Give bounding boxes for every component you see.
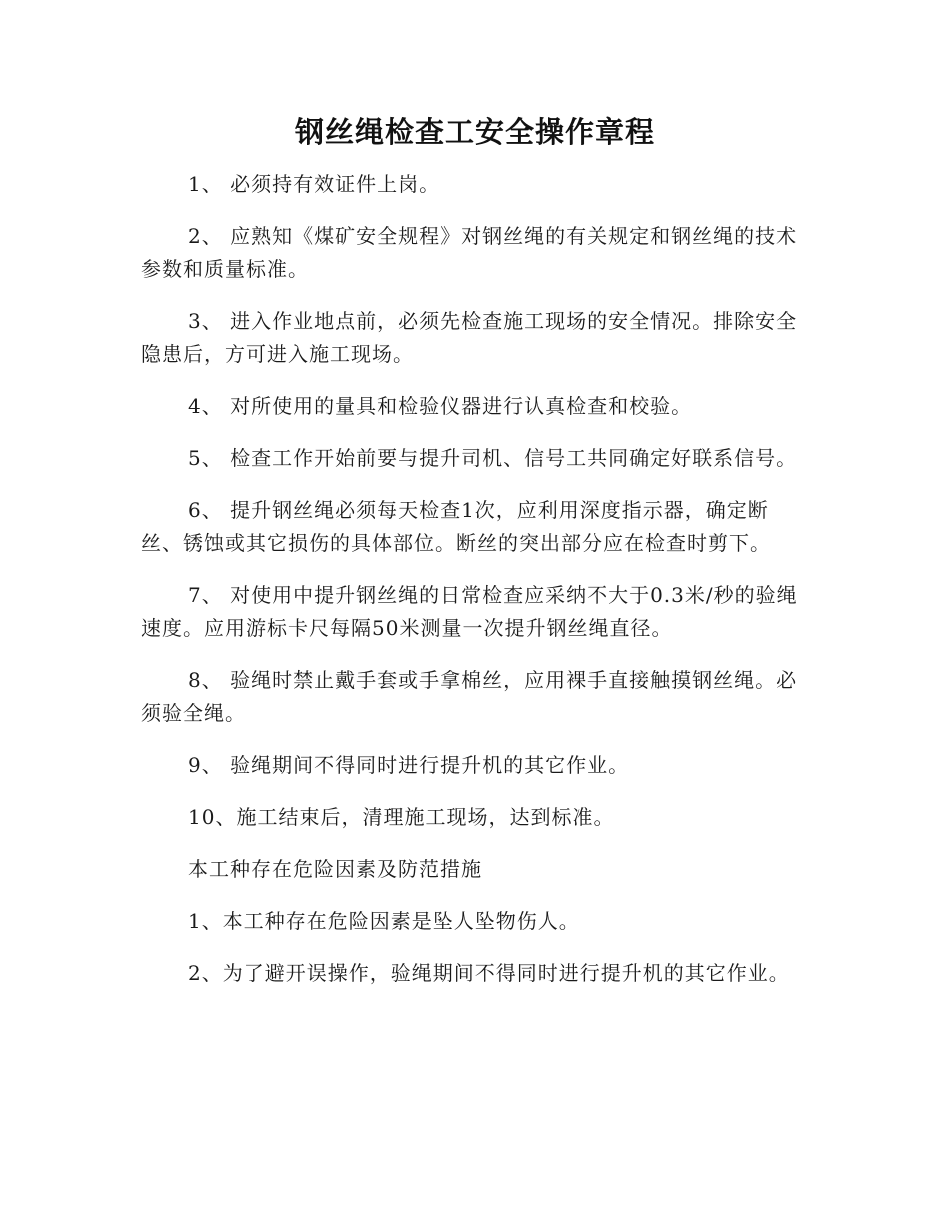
paragraph-1: 1、 必须持有效证件上岗。 [188,172,441,196]
paragraph-10: 10、施工结束后，清理施工现场，达到标准。 [188,805,615,829]
paragraph-4: 4、 对所使用的量具和检验仪器进行认真检查和校验。 [188,394,693,418]
document-title: 钢丝绳检查工安全操作章程 [294,115,655,149]
document-body [141,168,809,1009]
hazard-item-1: 1、本工种存在危险因素是坠人坠物伤人。 [188,909,580,933]
section-heading-hazards: 本工种存在危险因素及防范措施 [188,857,482,881]
paragraph-7: 7、 对使用中提升钢丝绳的日常检查应采纳不大于0.3米/秒的验绳速度。应用游标卡尺每隔50米测量一次提升钢丝绳直径。 [141,583,798,640]
paragraph-2: 2、 应熟知《煤矿安全规程》对钢丝绳的有关规定和钢丝绳的技术参数和质量标准。 [141,224,798,281]
hazard-item-2: 2、为了避开误操作，验绳期间不得同时进行提升机的其它作业。 [188,961,790,985]
paragraph-9: 9、 验绳期间不得同时进行提升机的其它作业。 [188,753,630,777]
paragraph-3: 3、 进入作业地点前，必须先检查施工现场的安全情况。排除安全隐患后，方可进入施工现场。 [141,309,798,366]
paragraph-8: 8、 验绳时禁止戴手套或手拿棉丝，应用裸手直接触摸钢丝绳。必须验全绳。 [141,668,798,725]
paragraph-5: 5、 检查工作开始前要与提升司机、信号工共同确定好联系信号。 [188,446,798,470]
paragraph-6: 6、 提升钢丝绳必须每天检查1次，应利用深度指示器，确定断丝、锈蚀或其它损伤的具体部位。断丝的突出部分应在检查时剪下。 [141,498,771,555]
